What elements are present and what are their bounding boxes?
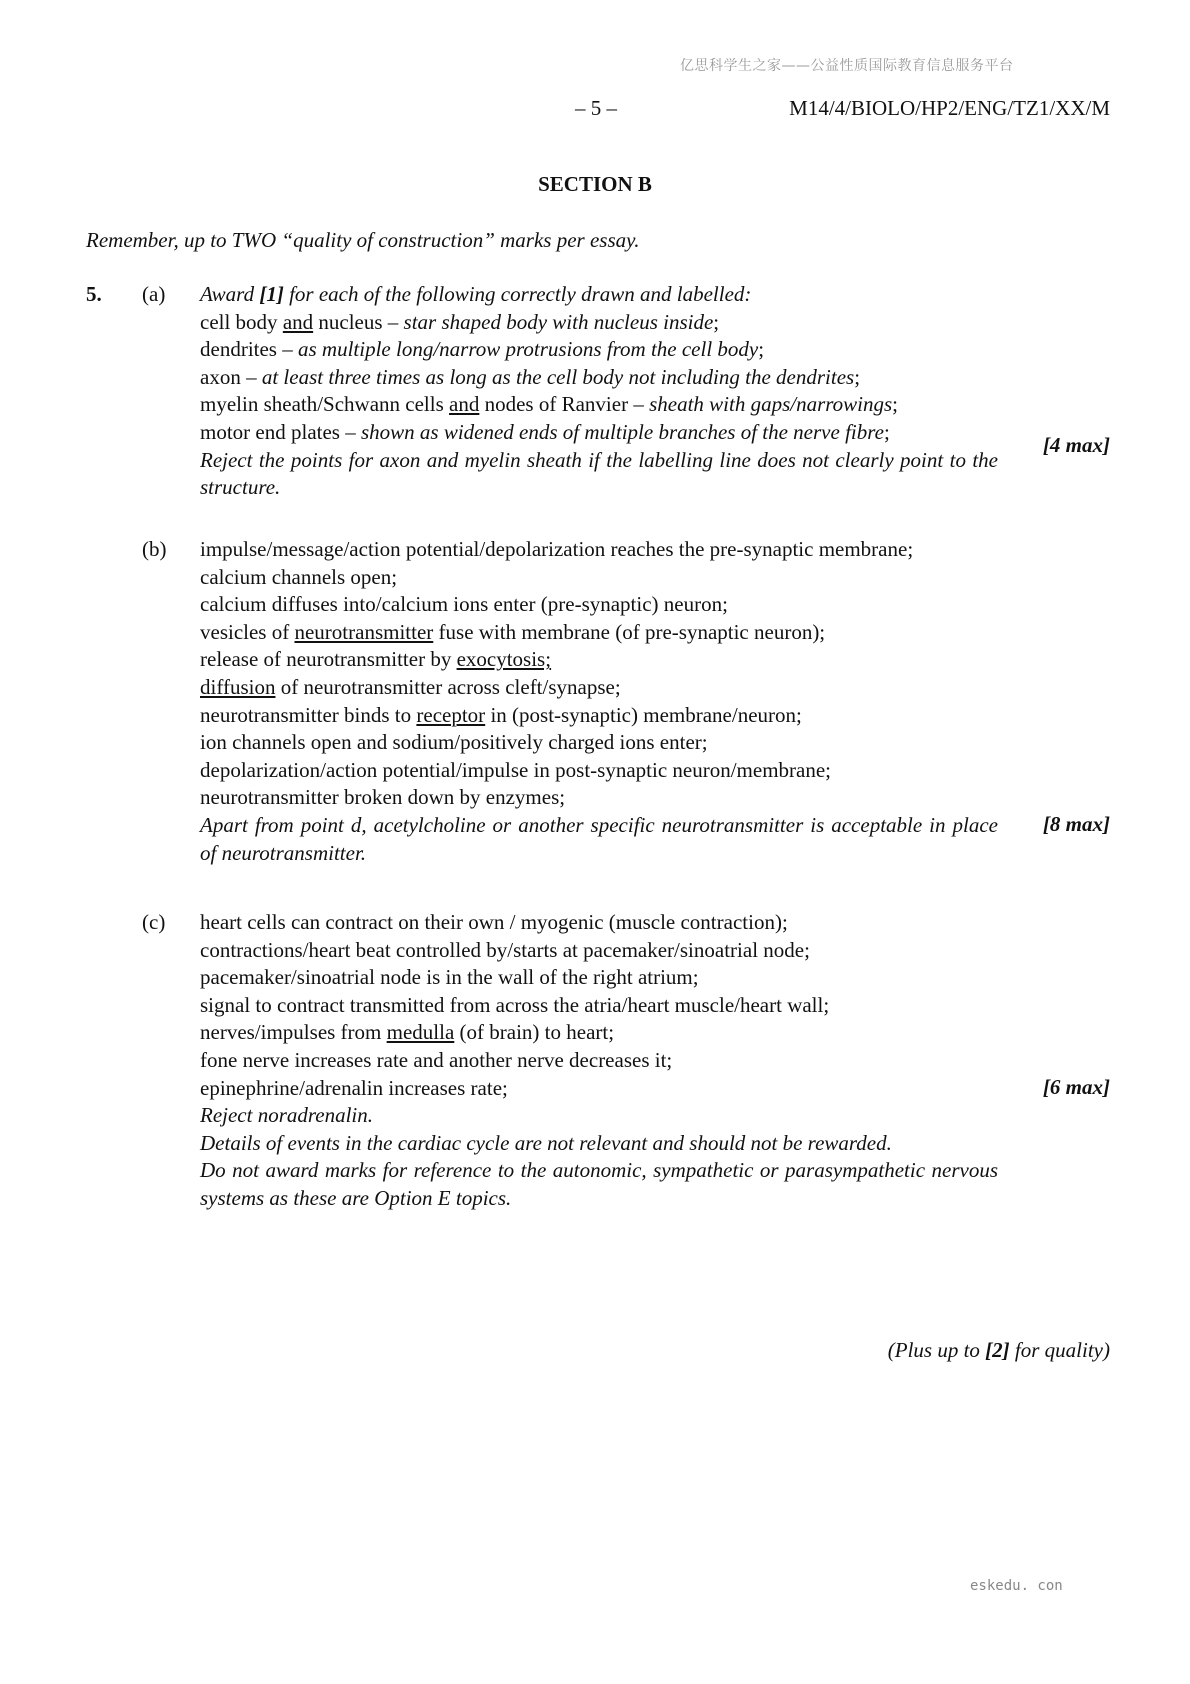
part-c-content: [200, 909, 998, 1213]
reject-note: Reject the points for axon and myelin sheath if the labelling line does not clearly point to the structure.: [200, 447, 998, 500]
axon-line: axon – at least three times as long as the cell body not including the dendrites;: [200, 364, 861, 389]
remember-note: Remember, up to TWO “quality of construction” marks per essay.: [86, 228, 640, 252]
part-a-label: (a): [142, 282, 166, 306]
dendrites-line: dendrites – as multiple long/narrow protrusions from the cell body;: [200, 337, 765, 362]
calcium-channels-line: calcium channels open;: [200, 564, 398, 589]
myogenic-line: heart cells can contract on their own / myogenic (muscle contraction);: [200, 910, 788, 934]
quality-marks-note: (Plus up to [2] for quality): [887, 1338, 1110, 1362]
part-b-note: Apart from point d, acetylcholine or another specific neurotransmitter is acceptable in place of neurotransmitter.: [200, 812, 998, 865]
cardiac-cycle-note: Details of events in the cardiac cycle are not relevant and should not be rewarded.: [200, 1130, 892, 1155]
part-c-label: (c): [142, 910, 166, 934]
nerve-rate-line: fone nerve increases rate and another nerve decreases it;: [200, 1047, 673, 1072]
part-a-content: [200, 281, 998, 502]
motor-end-plates-line: motor end plates – shown as widened ends of multiple branches of the nerve fibre;: [200, 419, 890, 444]
ion-channels-line: ion channels open and sodium/positively charged ions enter;: [200, 730, 708, 755]
paper-code: M14/4/BIOLO/HP2/ENG/TZ1/XX/M: [789, 96, 1110, 120]
epinephrine-line: epinephrine/adrenalin increases rate;: [200, 1075, 508, 1100]
vesicles-line: vesicles of neurotransmitter fuse with membrane (of pre-synaptic neuron);: [200, 619, 826, 644]
part-b-marks: [8 max]: [1042, 812, 1110, 836]
cell-body-line: cell body and nucleus – star shaped body with nucleus inside;: [200, 309, 720, 334]
part-c-marks: [6 max]: [1042, 1075, 1110, 1099]
part-b-label: (b): [142, 537, 167, 561]
release-line: release of neurotransmitter by exocytosis;: [200, 647, 552, 672]
pacemaker-location-line: pacemaker/sinoatrial node is in the wall of the right atrium;: [200, 965, 699, 990]
question-number: 5.: [86, 282, 102, 306]
part-b-content: [200, 536, 998, 867]
broken-down-line: neurotransmitter broken down by enzymes;: [200, 785, 566, 810]
signal-line: signal to contract transmitted from across the atria/heart muscle/heart wall;: [200, 992, 830, 1017]
section-title: SECTION B: [538, 172, 652, 196]
award-line: Award [1] for each of the following correctly drawn and labelled:: [200, 282, 752, 306]
diffusion-line: diffusion of neurotransmitter across cleft/synapse;: [200, 674, 621, 699]
watermark-text: 亿思科学生之家——公益性质国际教育信息服务平台: [680, 58, 1014, 74]
medulla-line: nerves/impulses from medulla (of brain) to heart;: [200, 1020, 615, 1045]
receptor-line: neurotransmitter binds to receptor in (post-synaptic) membrane/neuron;: [200, 702, 802, 727]
reject-noradrenalin: Reject noradrenalin.: [200, 1103, 374, 1128]
depolarization-line: depolarization/action potential/impulse in post-synaptic neuron/membrane;: [200, 757, 831, 782]
pacemaker-control-line: contractions/heart beat controlled by/starts at pacemaker/sinoatrial node;: [200, 937, 810, 962]
option-e-note: Do not award marks for reference to the autonomic, sympathetic or parasympathetic nervous systems as these are Option E topics.: [200, 1158, 998, 1210]
page-number: – 5 –: [575, 96, 617, 120]
impulse-line: impulse/message/action potential/depolarization reaches the pre-synaptic membrane;: [200, 537, 914, 561]
calcium-diffuses-line: calcium diffuses into/calcium ions enter (pre-synaptic) neuron;: [200, 592, 728, 617]
myelin-line: myelin sheath/Schwann cells and nodes of Ranvier – sheath with gaps/narrowings;: [200, 392, 899, 417]
footer-site: eskedu. con: [970, 1578, 1063, 1594]
part-a-marks: [4 max]: [1042, 433, 1110, 457]
